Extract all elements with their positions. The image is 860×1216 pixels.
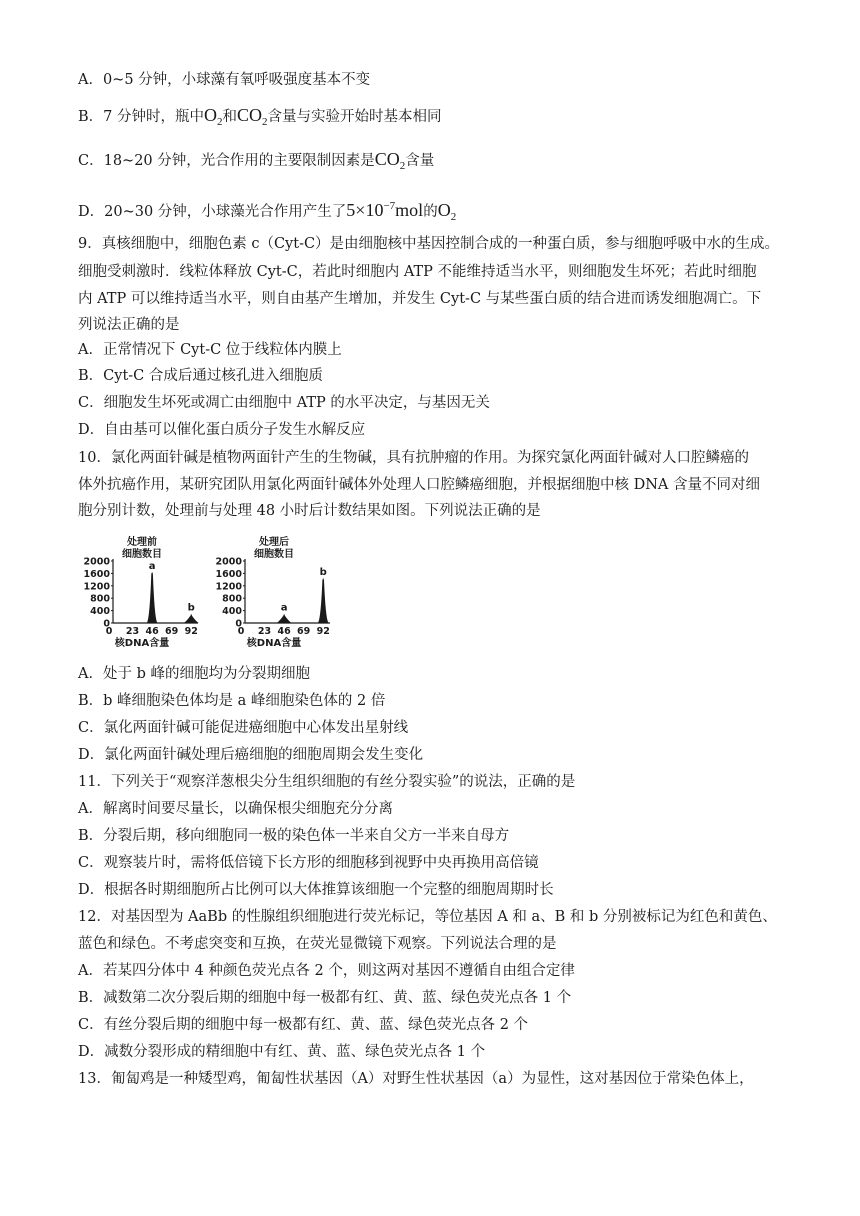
x-tick-label: 92 <box>184 626 198 637</box>
q12-option-b: B．减数第二次分裂后期的细胞中每一极都有红、黄、蓝、绿色荧光点各 1 个 <box>78 990 572 1006</box>
q12-stem-line-2: 蓝色和绿色。不考虑突变和互换，在荧光显微镜下观察。下列说法合理的是 <box>78 936 557 952</box>
x-tick-label: 23 <box>257 626 272 637</box>
x-tick-label: 0 <box>105 626 113 637</box>
q10-stem-line-1: 10．氯化两面针碱是植物两面针产生的生物碱，具有抗肿瘤的作用。为探究氯化两面针碱对人口腔鳞癌的 <box>78 450 749 466</box>
q9-stem-line-1: 9．真核细胞中，细胞色素 c（Cyt-C）是由细胞核中基因控制合成的一种蛋白质，参与细胞呼吸中水的生成。 <box>78 236 780 252</box>
x-tick-label: 46 <box>277 626 291 637</box>
y-tick-label: 0 <box>103 618 110 630</box>
y-tick-label: 2000 <box>215 556 242 568</box>
q9-stem-line-3: 内 ATP 可以维持适当水平，则自由基产生增加，并发生 Cyt-C 与某些蛋白质的结合进而诱发细胞凋亡。下 <box>78 291 762 307</box>
q12-option-c: C．有丝分裂后期的细胞中每一极都有红、黄、蓝、绿色荧光点各 2 个 <box>78 1017 529 1033</box>
q8-option-d <box>78 196 456 227</box>
q8-option-b-text-1: B．7 分钟时，瓶中 <box>78 109 204 125</box>
y-tick-label: 1200 <box>215 581 242 593</box>
x-axis-label: 核DNA含量 <box>114 638 170 649</box>
peak-label-a: a <box>280 602 288 614</box>
q9-stem-line-2: 细胞受刺激时．线粒体释放 Cyt-C，若此时细胞内 ATP 不能维持适当水平，则细胞发生坏死；若此时细胞 <box>78 264 757 280</box>
q11-stem: 11．下列关于“观察洋葱根尖分生组织细胞的有丝分裂实验”的说法，正确的是 <box>78 774 576 790</box>
amount-expression: $5\times 10^{-7}mol$ <box>346 200 424 220</box>
q10-option-d: D．氯化两面针碱处理后癌细胞的细胞周期会发生变化 <box>78 747 424 763</box>
peak-b <box>184 614 199 623</box>
y-tick-label: 1600 <box>215 568 242 580</box>
q9-option-b: B．Cyt-C 合成后通过核孔进入细胞质 <box>78 368 323 384</box>
q10-option-b: B．b 峰细胞染色体均是 a 峰细胞染色体的 2 倍 <box>78 693 386 709</box>
q8-option-c <box>78 149 434 176</box>
chart-title: 处理前 <box>127 537 157 548</box>
y-tick-label: 1600 <box>83 568 110 580</box>
q10-stem-line-3: 胞分别计数，处理前与处理 48 小时后计数结果如图。下列说法正确的是 <box>78 503 541 519</box>
x-axis-label: 核DNA含量 <box>246 638 302 649</box>
q10-stem-line-2: 体外抗癌作用，某研究团队用氯化两面针碱体外处理人口腔鳞癌细胞，并根据细胞中核 DNA 含量不同对细 <box>78 477 760 493</box>
q10-option-a: A．处于 b 峰的细胞均为分裂期细胞 <box>78 666 310 682</box>
chart-after-treatment <box>212 536 332 649</box>
q8-option-c-text-1: C．18~20 分钟，光合作用的主要限制因素是 <box>78 153 375 169</box>
q8-option-a: A．0~5 分钟，小球藻有氧呼吸强度基本不变 <box>78 72 371 88</box>
q8-option-d-text-2: 的 <box>423 204 438 220</box>
y-tick-label: 1200 <box>83 581 110 593</box>
q9-stem-line-4: 列说法正确的是 <box>78 317 180 333</box>
q11-option-a: A．解离时间要尽量长，以确保根尖细胞充分分离 <box>78 801 393 817</box>
x-tick-label: 46 <box>145 626 159 637</box>
y-axis-label: 细胞数目 <box>254 549 294 560</box>
peak-label-b: b <box>319 567 327 579</box>
q9-option-a: A．正常情况下 Cyt-C 位于线粒体内膜上 <box>78 342 342 358</box>
y-tick-label: 800 <box>90 593 110 605</box>
q12-stem-line-1: 12．对基因型为 AaBb 的性腺组织细胞进行荧光标记，等位基因 A 和 a、B 和 b 分别被标记为红色和黄色、 <box>78 909 777 925</box>
y-tick-label: 2000 <box>83 556 110 568</box>
q13-stem-line-1: 13．匍匐鸡是一种矮型鸡，匍匐性状基因（A）对野生性状基因（a）为显性，这对基因位于常染色体上， <box>78 1071 754 1087</box>
peak-a <box>147 572 158 623</box>
peak-label-a: a <box>148 560 156 572</box>
q10-option-c: C．氯化两面针碱可能促进癌细胞中心体发出星射线 <box>78 720 409 736</box>
chart-before-svg <box>80 536 200 649</box>
chart-after-svg <box>212 536 332 649</box>
x-tick-label: 92 <box>316 626 330 637</box>
co2-formula: $CO_2$ <box>374 149 406 172</box>
q11-option-b: B．分裂后期，移向细胞同一极的染色体一半来自父方一半来自母方 <box>78 828 510 844</box>
q8-option-d-text-1: D．20~30 分钟，小球藻光合作用产生了 <box>78 204 347 220</box>
y-tick-label: 400 <box>90 606 110 618</box>
q11-option-c: C．观察装片时，需将低倍镜下长方形的细胞移到视野中央再换用高倍镜 <box>78 855 539 871</box>
q8-option-b-text-3: 含量与实验开始时基本相同 <box>267 109 442 125</box>
q9-option-d: D．自由基可以催化蛋白质分子发生水解反应 <box>78 422 366 438</box>
o2-formula: $O_2$ <box>204 105 223 128</box>
chart-title: 处理后 <box>259 537 289 548</box>
y-axis-label: 细胞数目 <box>122 549 162 560</box>
co2-formula: $CO_2$ <box>237 105 268 128</box>
y-tick-label: 400 <box>222 606 242 618</box>
q8-option-c-text-2: 含量 <box>405 153 435 169</box>
peak-label-b: b <box>187 602 195 614</box>
q8-option-b <box>78 105 442 132</box>
q12-option-d: D．减数分裂形成的精细胞中有红、黄、蓝、绿色荧光点各 1 个 <box>78 1044 486 1060</box>
x-tick-label: 69 <box>297 626 311 637</box>
x-tick-label: 23 <box>125 626 140 637</box>
q8-option-b-text-2: 和 <box>222 109 237 125</box>
q12-option-a: A．若某四分体中 4 种颜色荧光点各 2 个，则这两对基因不遵循自由组合定律 <box>78 963 575 979</box>
chart-before-treatment <box>80 536 200 649</box>
peak-b <box>318 578 329 623</box>
x-tick-label: 0 <box>237 626 245 637</box>
x-tick-label: 69 <box>165 626 179 637</box>
peak-a <box>277 614 292 623</box>
q9-option-c: C．细胞发生坏死或凋亡由细胞中 ATP 的水平决定，与基因无关 <box>78 395 490 411</box>
q11-option-d: D．根据各时期细胞所占比例可以大体推算该细胞一个完整的细胞周期时长 <box>78 882 554 898</box>
o2-formula: $O_2$ <box>437 200 457 223</box>
y-tick-label: 0 <box>235 618 242 630</box>
y-tick-label: 800 <box>222 593 242 605</box>
